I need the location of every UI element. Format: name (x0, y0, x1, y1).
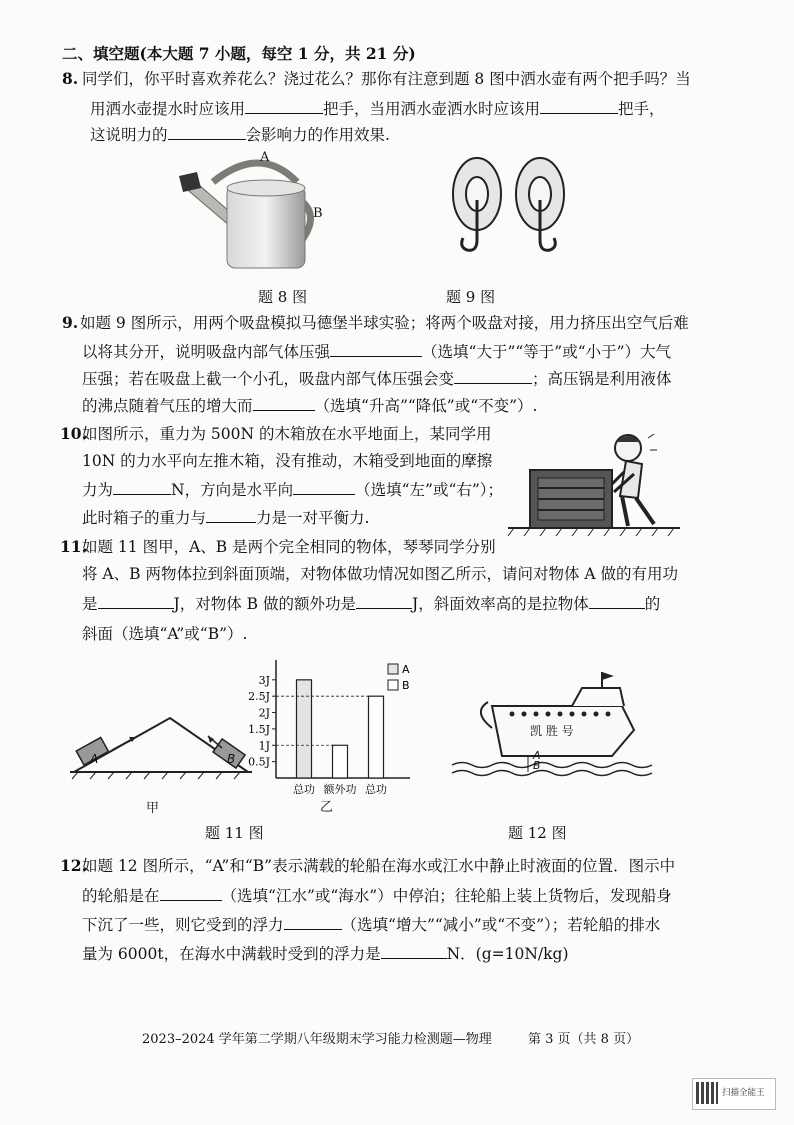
bar-B (369, 696, 384, 778)
q8-number: 8. (62, 69, 79, 88)
ship-name: 凯 胜 号 (530, 724, 574, 738)
q11-line2: 将 A、B 两物体拉到斜面顶端，对物体做功情况如图乙所示，请问对物体 A 做的有用功 (82, 565, 678, 583)
figure-yi-label: 乙 (320, 800, 334, 815)
page-number: 第 3 页（共 8 页） (528, 1032, 640, 1047)
x-category-label: 额外功 (323, 783, 357, 796)
answer-blank[interactable] (206, 506, 256, 523)
stamp-text: 扫描全能王 (722, 1088, 765, 1098)
answer-blank[interactable] (284, 913, 342, 930)
bar-A (297, 680, 312, 778)
legend-label: B (402, 679, 410, 692)
q10-line2: 10N 的力水平向左推木箱，没有推动，木箱受到地面的摩擦 (82, 452, 493, 470)
waterline-a-label: A (533, 749, 541, 762)
figure-9-caption: 题 9 图 (446, 288, 496, 306)
answer-blank[interactable] (253, 394, 315, 411)
q12-number: 12. (60, 856, 87, 875)
figure-8-caption: 题 8 图 (258, 288, 308, 306)
answer-blank[interactable] (589, 592, 645, 609)
q9-line4: 的沸点随着气压的增大而 （选填“升高”“降低”或“不变”）. (82, 394, 538, 416)
y-tick-label: 1J (258, 739, 270, 753)
q12-line1: 如题 12 图所示，“A”和“B”表示满载的轮船在海水或江水中静止时液面的位置．图示中 (82, 857, 676, 875)
q9-number: 9. (62, 313, 79, 332)
block-b-label: B (227, 752, 236, 766)
q10-line3: 力为 N，方向是水平向 （选填“左”或“右”）； (82, 478, 503, 500)
answer-blank[interactable] (293, 478, 355, 495)
scanner-stamp (692, 1078, 776, 1110)
q8-line2: 用洒水壶提水时应该用 把手，当用洒水壶洒水时应该用 把手， (90, 97, 665, 119)
q11-number: 11. (60, 537, 87, 556)
answer-blank[interactable] (168, 123, 246, 140)
legend-swatch (388, 680, 398, 690)
y-tick-label: 2.5J (248, 690, 270, 704)
y-tick-label: 0.5J (248, 755, 270, 769)
q12-line2: 的轮船是在 （选填“江水”或“海水”）中停泊；往轮船上装上货物后，发现船身 (82, 884, 672, 906)
q10-line4: 此时箱子的重力与 力是一对平衡力. (82, 506, 369, 528)
figure-12-caption: 题 12 图 (508, 824, 567, 842)
waterline-b-label: B (533, 759, 541, 772)
figure-11-caption: 题 11 图 (205, 824, 264, 842)
answer-blank[interactable] (381, 942, 447, 959)
q10-line1: 如图所示，重力为 500N 的木箱放在水平地面上，某同学用 (82, 425, 492, 443)
handle-a-label: A (260, 150, 270, 165)
q9-line2: 以将其分开，说明吸盘内部气体压强 （选填“大于”“等于”或“小于”）大气 (82, 340, 671, 362)
work-bar-chart (240, 660, 430, 795)
q11-line1: 如题 11 图甲，A、B 是两个完全相同的物体，琴琴同学分别 (82, 538, 496, 556)
q12-line3: 下沉了一些，则它受到的浮力 （选填“增大”“减小”或“不变”）；若轮船的排水 (82, 913, 660, 935)
figure-jia-label: 甲 (146, 801, 160, 816)
answer-blank[interactable] (98, 592, 174, 609)
y-tick-label: 2J (258, 706, 270, 720)
answer-blank[interactable] (330, 340, 422, 357)
q8-line3: 这说明力的 会影响力的作用效果. (90, 123, 390, 145)
bar-B (333, 745, 348, 778)
y-tick-label: 1.5J (248, 722, 270, 736)
answer-blank[interactable] (113, 478, 171, 495)
section-title: 二、填空题(本大题 7 小题，每空 1 分，共 21 分) (62, 44, 416, 63)
block-a-label: A (90, 752, 99, 766)
qr-code-icon (696, 1082, 718, 1104)
answer-blank[interactable] (540, 97, 618, 114)
handle-b-label: B (313, 206, 323, 221)
q11-line4: 斜面（选填“A”或“B”）. (82, 625, 248, 643)
pushing-box-figure (508, 428, 688, 538)
x-category-label: 总功 (293, 783, 315, 796)
legend-swatch (388, 664, 398, 674)
q9-line1: 如题 9 图所示，用两个吸盘模拟马德堡半球实验；将两个吸盘对接，用力挤压出空气后难 (80, 314, 689, 332)
footer-title: 2023–2024 学年第二学期八年级期末学习能力检测题—物理 (142, 1032, 492, 1047)
answer-blank[interactable] (356, 592, 412, 609)
q11-line3: 是 J，对物体 B 做的额外功是 J，斜面效率高的是拉物体 的 (82, 592, 660, 614)
answer-blank[interactable] (454, 367, 532, 384)
q8-line1: 同学们，你平时喜欢养花么？浇过花么？那你有注意到题 8 图中洒水壶有两个把手吗？当 (82, 70, 691, 88)
q9-line3: 压强；若在吸盘上截一个小孔，吸盘内部气体压强会变 ；高压锅是利用液体 (82, 367, 672, 389)
legend-label: A (402, 663, 410, 676)
y-tick-label: 3J (258, 673, 270, 687)
q12-line4: 量为 6000t，在海水中满载时受到的浮力是 N．(g=10N/kg) (82, 942, 569, 964)
x-category-label: 总功 (365, 783, 387, 796)
watering-can-figure (175, 148, 335, 273)
answer-blank[interactable] (160, 884, 222, 901)
answer-blank[interactable] (245, 97, 323, 114)
suction-cups-figure (445, 152, 585, 264)
q10-number: 10. (60, 424, 87, 443)
